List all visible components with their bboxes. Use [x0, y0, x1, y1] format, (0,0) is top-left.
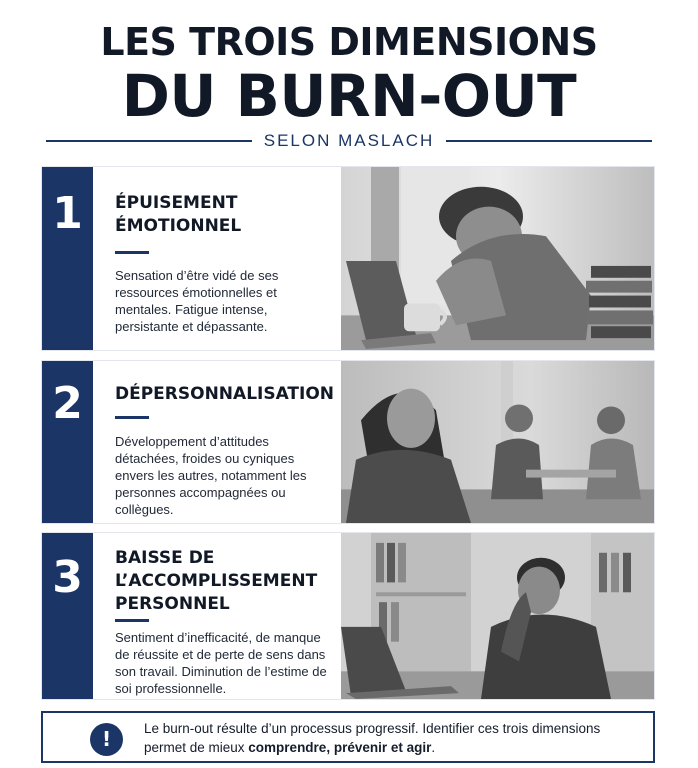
heading-line: ÉMOTIONNEL: [115, 216, 242, 236]
dimension-text: [93, 533, 341, 699]
heading-line: ÉPUISEMENT: [115, 193, 238, 213]
subtitle: SELON MASLACH: [263, 131, 435, 150]
footer-text-intro: Le burn-out résulte d’un processus progressif. Identifier ces trois dimensions permet de mieux: [144, 721, 601, 755]
dimension-description: Sentiment d’inefficacité, de manque de réussite et de perte de sens dans son travail. Diminution de l’estime de soi professionnelle.: [115, 630, 327, 696]
heading-line: DÉPERSONNALISATION: [115, 384, 335, 404]
accent-bar: [115, 251, 149, 254]
dimension-text: [93, 167, 341, 350]
heading-line: BAISSE DE: [115, 548, 215, 568]
footer-text: [144, 719, 624, 757]
subtitle-right-rule: [446, 140, 652, 142]
dimension-heading: [115, 192, 345, 238]
dimension-card-1: [41, 166, 655, 351]
footer-text-end: .: [431, 740, 436, 755]
dimension-number: 2: [52, 378, 83, 429]
footer-text-bold: comprendre, prévenir et agir: [248, 740, 432, 755]
number-band: [42, 361, 93, 523]
dimension-number: 1: [52, 188, 83, 239]
dimension-heading: [115, 547, 345, 616]
footer-callout: [41, 711, 655, 763]
exclamation-icon: !: [90, 723, 123, 756]
detached-woman-with-colleagues-photo: [341, 361, 655, 523]
subtitle-row: [46, 130, 652, 152]
heading-line: PERSONNEL: [115, 594, 230, 614]
heading-line: L’ACCOMPLISSEMENT: [115, 571, 318, 591]
dimension-card-2: [41, 360, 655, 524]
dimension-heading: [115, 383, 345, 406]
dimension-card-3: [41, 532, 655, 700]
dimension-text: [93, 361, 341, 523]
exhausted-woman-at-desk-photo: [341, 167, 655, 350]
dimension-number: 3: [52, 552, 83, 603]
accent-bar: [115, 416, 149, 419]
subtitle-left-rule: [46, 140, 252, 142]
page-title-line1: LES TROIS DIMENSIONS: [100, 20, 598, 64]
discouraged-man-at-laptop-photo: [341, 533, 655, 699]
accent-bar: [115, 619, 149, 622]
dimension-description: Développement d’attitudes détachées, froides ou cyniques envers les autres, notamment les personnes accompagnées ou collègues.: [115, 434, 307, 517]
page-title-line2: DU BURN-OUT: [121, 62, 577, 130]
dimension-description: Sensation d’être vidé de ses ressources émotionnelles et mentales. Fatigue intense, persistante et dépassante.: [115, 268, 279, 334]
number-band: [42, 533, 93, 699]
number-band: [42, 167, 93, 350]
